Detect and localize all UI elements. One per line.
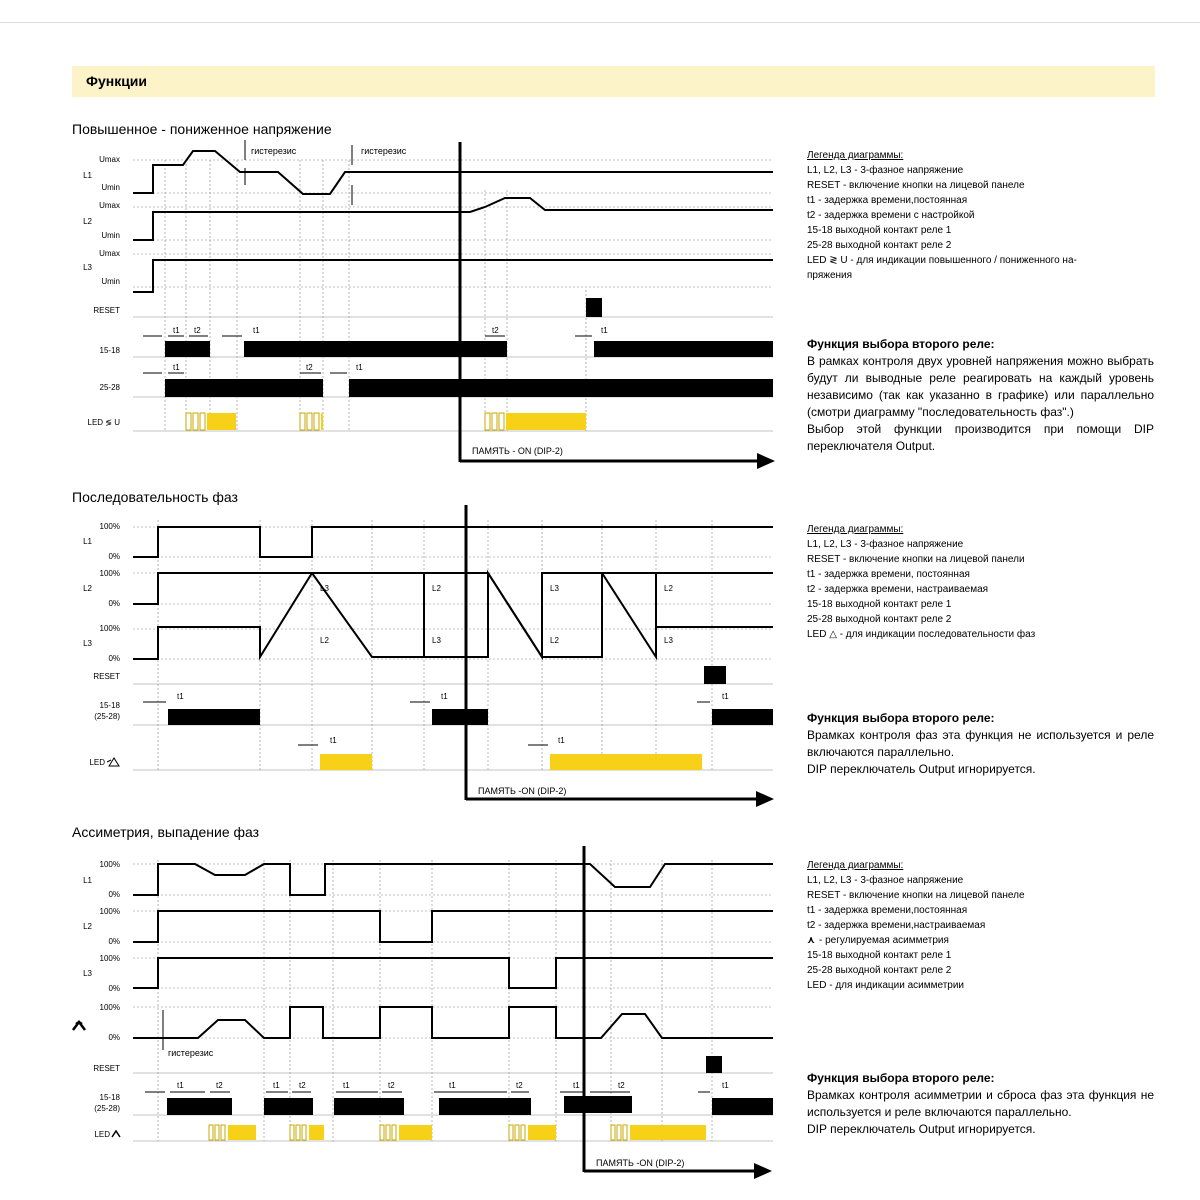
section2-function: Функция выбора второго реле: Врамках контроля фаз эта функция не используется и реле включаются параллельно. DIP переключатель Output игнорируется. — [807, 711, 1154, 776]
legend-title: Легенда диаграммы: — [807, 150, 904, 161]
diagram-label: RESET — [93, 306, 120, 315]
l1-curve — [133, 864, 773, 895]
diagram-label: t1 — [449, 1081, 456, 1090]
diagram-label: 100% — [99, 624, 120, 633]
diagram-element — [290, 1125, 294, 1140]
section1-legend: Легенда диаграммы: L1, L2, L3 - 3-фазное напряжение RESET - включение кнопки на лицевой панеле t1 - задержка времени,постоянная t2 - задержка времени с настройкой 15-18 выходной контакт реле 1 25-28 выходной контакт реле 2 LED ≷ U - для индикации повышенного / пониженного на- пряжения — [807, 148, 1137, 283]
diagram-label: 100% — [99, 1003, 120, 1012]
section1-function: Функция выбора второго реле: В рамках контроля двух уровней напряжения можно выбрать будут ли выводные реле реагировать на каждый уровень независимо (так как указанно в графике) или параллельно (смотри диаграмму "последовательность фаз".) Выбор этой функции производится при помощи DIP переключателя Output. — [807, 337, 1154, 453]
diagram-label: 15-18 — [99, 1093, 120, 1102]
asymmetry-icon — [73, 1022, 85, 1030]
diagram-element — [83, 860, 120, 1139]
diagram-label: гистерезис — [361, 146, 407, 156]
section2-title: Последовательность фаз — [72, 489, 238, 505]
diagram-label: LED — [89, 758, 105, 767]
diagram-label: t1 — [253, 326, 260, 335]
diagram-label: t1 — [273, 1081, 280, 1090]
relay-bar — [167, 1098, 232, 1115]
diagram-label: 0% — [108, 654, 120, 663]
diagram-element — [221, 1125, 225, 1140]
asymmetry-curve — [133, 1007, 773, 1038]
diagram-element — [611, 1125, 615, 1140]
diagram-label: 0% — [108, 1033, 120, 1042]
diagram-label: t1 — [601, 326, 608, 335]
diagram-label: t1 — [573, 1081, 580, 1090]
diagram-element — [509, 1125, 513, 1140]
diagram-label: t2 — [492, 326, 499, 335]
diagram-label: L3 — [320, 584, 329, 593]
diagram-label: t2 — [618, 1081, 625, 1090]
diagram-element — [386, 1125, 390, 1140]
diagram-label: t1 — [173, 363, 180, 372]
diagram-label: Umax — [99, 249, 120, 258]
diagram-label: t1 — [722, 692, 729, 701]
diagram-element — [167, 1056, 773, 1115]
diagram-label: t1 — [177, 1081, 184, 1090]
diagram-label: L1 — [83, 171, 92, 180]
diagram-element — [515, 1125, 519, 1140]
diagram-label: L3 — [432, 636, 441, 645]
diagram-label: гистерезис — [168, 1048, 214, 1058]
relay-bar — [712, 1098, 773, 1115]
section3-legend: Легенда диаграммы: L1, L2, L3 - 3-фазное напряжение RESET - включение кнопки на лицевой панеле t1 - задержка времени,постоянная t2 - задержка времени,настраиваемая ⋏ - регулируемая асимметрия 15-18 выходной контакт реле 1 25-28 выходной контакт реле 2 LED - для индикации асимметрии — [807, 860, 1025, 991]
diagram-element — [399, 1125, 432, 1140]
diagram-element — [145, 1010, 710, 1092]
diagram-label: L2 — [320, 636, 329, 645]
diagram-label: RESET — [93, 672, 120, 681]
diagram-element — [392, 1125, 396, 1140]
diagram-element — [521, 1125, 525, 1140]
diagram-element — [754, 1163, 772, 1179]
diagram-label: 100% — [99, 907, 120, 916]
diagram-label: 0% — [108, 984, 120, 993]
diagram-label: Umax — [99, 155, 120, 164]
diagram-element — [177, 1081, 729, 1090]
relay-bar — [264, 1098, 313, 1115]
diagram-label: 100% — [99, 522, 120, 531]
diagram-label: L3 — [550, 584, 559, 593]
diagram-label: L3 — [664, 636, 673, 645]
diagram-label: L2 — [664, 584, 673, 593]
diagram-label: ПАМЯТЬ - ON (DIP-2) — [472, 446, 563, 456]
diagram-label: L2 — [550, 636, 559, 645]
diagram-label: t2 — [216, 1081, 223, 1090]
diagram-label: t1 — [343, 1081, 350, 1090]
function-title: Функция выбора второго реле: — [807, 337, 995, 351]
l3-curve — [133, 958, 773, 988]
diagram-label: 100% — [99, 860, 120, 869]
diagram-label: L2 — [83, 217, 92, 226]
diagram-label: 100% — [99, 569, 120, 578]
diagram-label: (25-28) — [94, 712, 120, 721]
diagram-label: t1 — [330, 736, 337, 745]
diagram-label: гистерезис — [251, 146, 297, 156]
diagram-label: L2 — [83, 922, 92, 931]
diagram-label: 15-18 — [99, 701, 120, 710]
section3-function: Функция выбора второго реле: Врамках контроля асимметрии и сброса фаз эта функция не используется и реле включаются параллельно. DIP переключатель Output игнорируется. — [807, 1071, 1154, 1136]
diagram-label: t1 — [558, 736, 565, 745]
diagram-label: 15-18 — [99, 346, 120, 355]
diagram-label: t1 — [722, 1081, 729, 1090]
diagram-element — [133, 864, 773, 1038]
diagram-label: Umin — [101, 183, 120, 192]
diagram-label: LED ≶ U — [87, 418, 120, 427]
relay-bar — [334, 1098, 404, 1115]
diagram-label: 0% — [108, 890, 120, 899]
asymmetry-icon — [112, 1131, 120, 1137]
asymmetry-icon: ⋏ — [807, 935, 816, 946]
diagram-element — [296, 1125, 300, 1140]
diagram-label: RESET — [93, 1064, 120, 1073]
diagram-label: 0% — [108, 552, 120, 561]
diagram-label: ПАМЯТЬ -ON (DIP-2) — [596, 1158, 685, 1168]
led-blocks — [209, 1125, 706, 1140]
diagram-label: t2 — [388, 1081, 395, 1090]
diagram-label: L3 — [83, 969, 92, 978]
diagram-element — [215, 1125, 219, 1140]
page-title: Функции — [86, 73, 148, 89]
diagram-label: L1 — [83, 537, 92, 546]
diagram-label: t2 — [194, 326, 201, 335]
diagram-label: L3 — [83, 639, 92, 648]
diagram-label: LED — [94, 1130, 110, 1139]
diagram-label: t1 — [173, 326, 180, 335]
diagram-label: L2 — [432, 584, 441, 593]
diagram-label: t2 — [516, 1081, 523, 1090]
diagram-element — [380, 1125, 384, 1140]
section3-title: Ассиметрия, выпадение фаз — [72, 824, 260, 840]
diagram-element — [630, 1125, 706, 1140]
diagram-element — [309, 1125, 324, 1140]
diagram-label: t2 — [299, 1081, 306, 1090]
diagram-label: 0% — [108, 599, 120, 608]
diagram-label: t2 — [306, 363, 313, 372]
diagram-element — [133, 864, 773, 1038]
diagram-element — [302, 1125, 306, 1140]
diagram-element — [528, 1125, 556, 1140]
reset-pulse — [706, 1056, 722, 1073]
diagram-label: (25-28) — [94, 1104, 120, 1113]
relay-bar — [564, 1096, 632, 1113]
diagram-label: 0% — [108, 937, 120, 946]
diagram-label: Umin — [101, 231, 120, 240]
l2-curve — [133, 911, 773, 942]
diagram-label: t1 — [356, 363, 363, 372]
section1-title: Повышенное - пониженное напряжение — [72, 121, 332, 137]
diagram-element — [209, 1125, 213, 1140]
diagram-label: 25-28 — [99, 383, 120, 392]
section2-legend: Легенда диаграммы: L1, L2, L3 - 3-фазное напряжение RESET - включение кнопки на лицевой панели t1 - задержка времени, постоянная t2 - задержка времени, настраиваемая 15-18 выходной контакт реле 1 25-28 выходной контакт реле 2 LED △ - для индикации последовательности фаз — [807, 524, 1036, 640]
diagram-element — [617, 1125, 621, 1140]
diagram-label: 100% — [99, 954, 120, 963]
diagram-label: t1 — [441, 692, 448, 701]
diagram-label: L3 — [83, 263, 92, 272]
diagram-label: Umin — [101, 277, 120, 286]
diagram-label: L2 — [83, 584, 92, 593]
diagram-label: t1 — [177, 692, 184, 701]
diagram-element — [228, 1125, 256, 1140]
diagram-label: L1 — [83, 876, 92, 885]
relay-bar — [439, 1098, 531, 1115]
diagram-element — [623, 1125, 627, 1140]
diagram-label: ПАМЯТЬ -ON (DIP-2) — [478, 786, 567, 796]
diagram-label: Umax — [99, 201, 120, 210]
